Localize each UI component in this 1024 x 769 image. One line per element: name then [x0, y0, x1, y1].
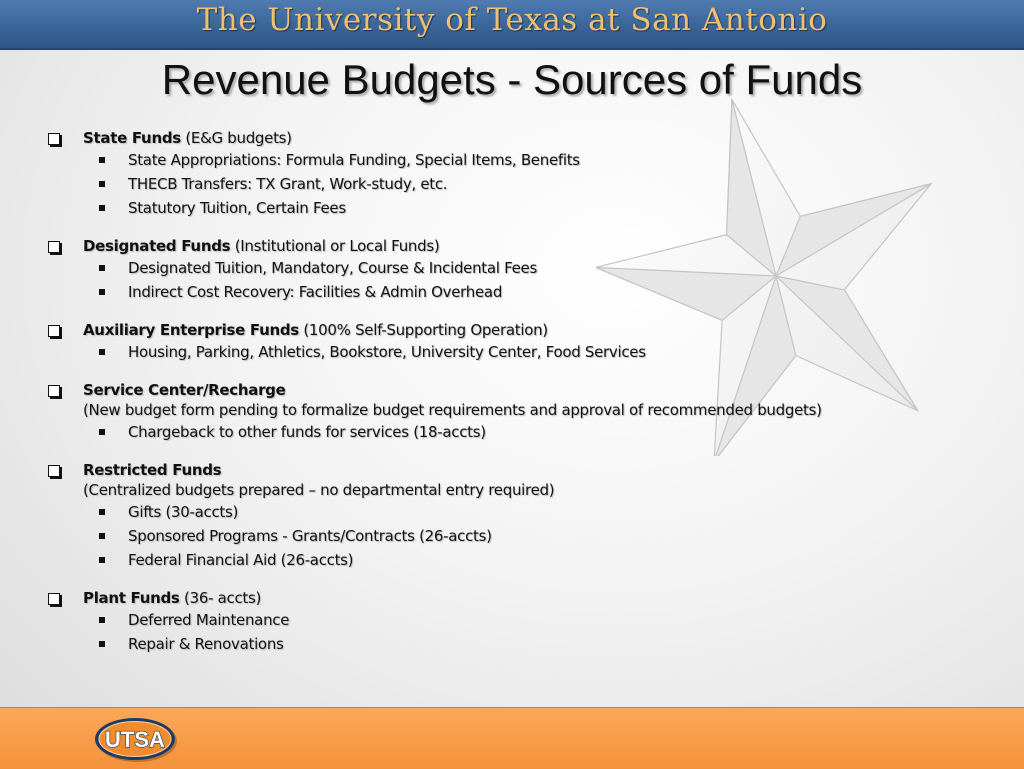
list-item [44, 420, 944, 444]
section-service-center-recharge [44, 380, 944, 444]
checkbox-icon [48, 133, 60, 145]
square-bullet-icon [99, 557, 105, 563]
list-item [44, 608, 944, 632]
section-heading [44, 128, 944, 148]
utsa-logo [93, 714, 179, 764]
section-heading [44, 320, 944, 340]
square-bullet-icon [99, 205, 105, 211]
section-heading [44, 380, 944, 420]
square-bullet-icon [99, 181, 105, 187]
list-item-text: THECB Transfers: TX Grant, Work-study, etc. [128, 175, 448, 193]
logo-text: UTSA [105, 727, 165, 752]
section-suffix: (36- accts) [179, 589, 262, 607]
sub-list [44, 608, 944, 656]
checkbox-icon [48, 325, 60, 337]
section-title: Restricted Funds [83, 461, 222, 479]
checkbox-icon [48, 593, 60, 605]
list-item-text: Indirect Cost Recovery: Facilities & Admin Overhead [128, 283, 503, 301]
list-item-text: Housing, Parking, Athletics, Bookstore, University Center, Food Services [128, 343, 646, 361]
square-bullet-icon [99, 533, 105, 539]
list-item [44, 148, 944, 172]
list-item-text: Federal Financial Aid (26-accts) [128, 551, 354, 569]
square-bullet-icon [99, 617, 105, 623]
section-auxiliary-enterprise-funds [44, 320, 944, 364]
checkbox-icon [48, 241, 60, 253]
list-item [44, 524, 944, 548]
sub-list [44, 340, 944, 364]
square-bullet-icon [99, 509, 105, 515]
list-item [44, 548, 944, 572]
square-bullet-icon [99, 289, 105, 295]
header-bar [0, 0, 1024, 50]
list-item-text: Designated Tuition, Mandatory, Course & Incidental Fees [128, 259, 537, 277]
square-bullet-icon [99, 349, 105, 355]
section-title: Service Center/Recharge [83, 381, 286, 399]
list-item [44, 340, 944, 364]
sub-list [44, 420, 944, 444]
list-item [44, 172, 944, 196]
slide-title: Revenue Budgets - Sources of Funds [161, 56, 863, 103]
content-list [44, 128, 944, 672]
sub-list [44, 500, 944, 572]
section-restricted-funds [44, 460, 944, 572]
list-item-text: Repair & Renovations [128, 635, 284, 653]
section-heading [44, 236, 944, 256]
section-designated-funds [44, 236, 944, 304]
list-item [44, 632, 944, 656]
list-item [44, 280, 944, 304]
list-item-text: Deferred Maintenance [128, 611, 290, 629]
section-plant-funds [44, 588, 944, 656]
list-item-text: State Appropriations: Formula Funding, Special Items, Benefits [128, 151, 580, 169]
section-heading [44, 460, 944, 500]
square-bullet-icon [99, 429, 105, 435]
section-title: Plant Funds [83, 589, 180, 607]
list-item [44, 256, 944, 280]
section-suffix: (Institutional or Local Funds) [230, 237, 440, 255]
list-item-text: Chargeback to other funds for services (18-accts) [128, 423, 486, 441]
square-bullet-icon [99, 265, 105, 271]
checkbox-icon [48, 385, 60, 397]
section-suffix: (100% Self-Supporting Operation) [298, 321, 548, 339]
sub-list [44, 148, 944, 220]
section-note: (Centralized budgets prepared – no departmental entry required) [83, 481, 555, 499]
section-title: Auxiliary Enterprise Funds [83, 321, 299, 339]
sub-list [44, 256, 944, 304]
checkbox-icon [48, 465, 60, 477]
square-bullet-icon [99, 641, 105, 647]
section-title: Designated Funds [83, 237, 231, 255]
list-item-text: Sponsored Programs - Grants/Contracts (26-accts) [128, 527, 492, 545]
list-item [44, 500, 944, 524]
section-title: State Funds [83, 129, 181, 147]
list-item-text: Statutory Tuition, Certain Fees [128, 199, 346, 217]
list-item-text: Gifts (30-accts) [128, 503, 239, 521]
section-heading [44, 588, 944, 608]
section-suffix: (E&G budgets) [180, 129, 292, 147]
university-name: The University of Texas at San Antonio [196, 2, 828, 38]
section-state-funds [44, 128, 944, 220]
square-bullet-icon [99, 157, 105, 163]
list-item [44, 196, 944, 220]
section-note: (New budget form pending to formalize budget requirements and approval of recommended budgets) [83, 401, 822, 419]
